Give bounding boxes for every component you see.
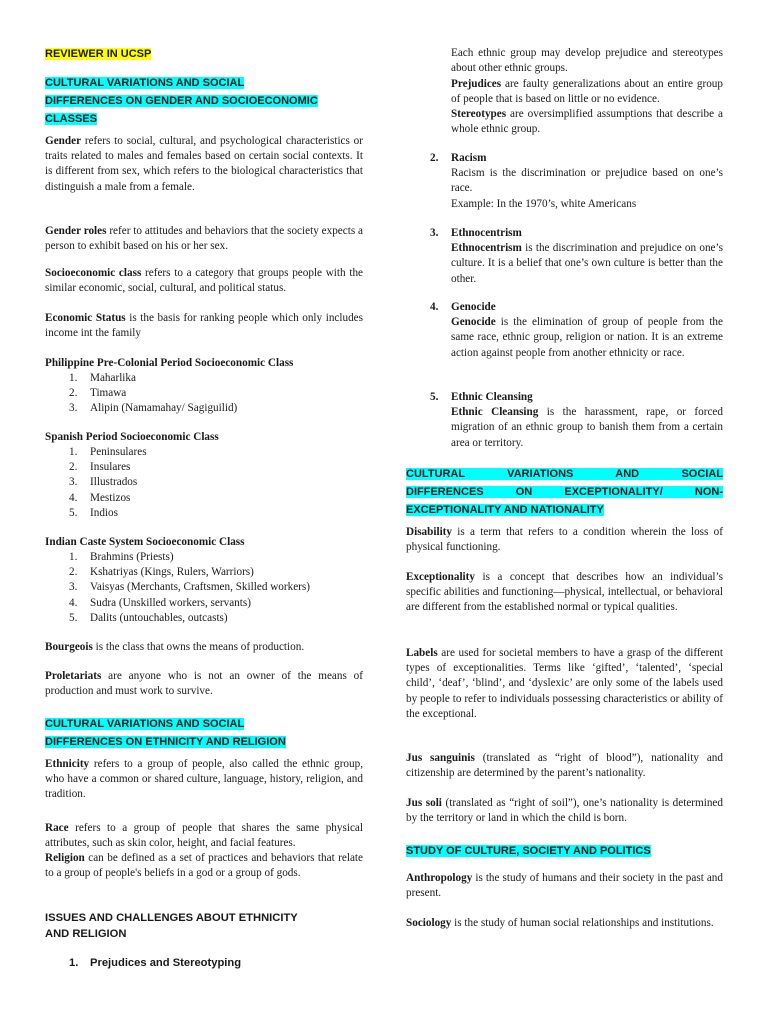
section-heading-ethnicity: CULTURAL VARIATIONS AND SOCIAL DIFFERENCES ON ETHNICITY AND RELIGION: [45, 718, 286, 749]
paragraph-religion: Religion can be defined as a set of practices and behaviors that relate to a group of people's beliefs in a god or a group of gods.: [45, 852, 363, 880]
paragraph-gender: Gender refers to social, cultural, and psychological characteristics or traits related to males and females based on certain social contexts. It is different from sex, which refers to the biological characteristics that distinguish a male from a female.: [45, 135, 363, 193]
list-item: 2. Insulares: [69, 461, 131, 474]
heading-spanish-class: Spanish Period Socioeconomic Class: [45, 431, 219, 443]
paragraph-exceptionality: Exceptionality is a concept that describes how an individual’s specific abilities and functioning—physical, intellectual, or behavioral are different from the established normal or typical qualities.: [406, 571, 723, 614]
list-indian-caste: [45, 550, 363, 626]
paragraph-bourgeois: Bourgeois is the class that owns the means of production.: [45, 641, 305, 653]
document-title: REVIEWER IN UCSP: [45, 48, 152, 60]
paragraph-jus-sanguinis: Jus sanguinis (translated as “right of blood”), nationality and citizenship are determined by the parent’s nationality.: [406, 752, 723, 780]
list-item: 1. Brahmins (Priests): [69, 551, 174, 563]
heading-issues-challenges: ISSUES AND CHALLENGES ABOUT ETHNICITY AND RELIGION: [45, 912, 298, 940]
paragraph-prejudice-intro: Each ethnic group may develop prejudice and stereotypes about other ethnic groups.: [451, 47, 723, 75]
list-item: 3. Vaisyas (Merchants, Craftsmen, Skilled workers): [69, 581, 310, 594]
list-item: 3. Alipin (Namamahay/ Sagiguilid): [69, 402, 238, 415]
paragraph-anthropology: Anthropology is the study of humans and their society in the past and present.: [406, 872, 723, 900]
section-heading-exceptionality: CULTURAL VARIATIONS AND SOCIAL DIFFERENCES ON EXCEPTIONALITY/ NON- EXCEPTIONALITY AND NATIONALITY: [406, 468, 723, 517]
heading-philippine-class: Philippine Pre-Colonial Period Socioeconomic Class: [45, 357, 294, 369]
paragraph-prejudices: Prejudices are faulty generalizations about an entire group of people that is based on little or no evidence.: [451, 78, 723, 106]
paragraph-economic-status: Economic Status is the basis for ranking people which only includes income int the family: [45, 312, 364, 340]
section-heading-study: STUDY OF CULTURE, SOCIETY AND POLITICS: [406, 845, 651, 857]
list-item-ethnocentrism: 3. Ethnocentrism Ethnocentrism is the discrimination and prejudice on one’s culture. It is a belief that one’s own culture is better than the other.: [430, 227, 723, 285]
paragraph-ethnicity: Ethnicity refers to a group of people, also called the ethnic group, who have a common or shared culture, language, history, religion, and tradition.: [45, 758, 363, 801]
heading-indian-caste: Indian Caste System Socioeconomic Class: [45, 536, 245, 548]
paragraph-labels: Labels are used for societal members to have a grasp of the different types of exceptionalities. Terms like ‘gifted’, ‘talented’, ‘special child’, ‘deaf’, ‘blind’, and ‘dyslexic’ are only some of the labels used by people to refer to individuals possessing characteristics or ability of the exceptional.: [406, 647, 723, 720]
list-item-ethnic-cleansing: 5. Ethnic Cleansing Ethnic Cleansing is the harassment, rape, or forced migration of an ethnic group to banish them from a certain area or territory.: [430, 391, 723, 449]
list-item: 5. Indios: [69, 506, 118, 519]
list-item-racism: 2. Racism Racism is the discrimination or prejudice based on one’s race. Example: In the 1970’s, white Americans: [430, 152, 723, 210]
list-item: 1. Peninsulares: [69, 446, 147, 458]
list-philippine-class: [45, 371, 363, 417]
list-item: 4. Mestizos: [69, 491, 131, 504]
paragraph-jus-soli: Jus soli (translated as “right of soil”), one’s nationality is determined by the territory or land in which the child is born.: [406, 797, 723, 825]
paragraph-sociology: Sociology is the study of human social relationships and institutions.: [406, 917, 714, 929]
paragraph-stereotypes: Stereotypes are oversimplified assumptions that describe a whole ethnic group.: [451, 108, 723, 136]
paragraph-race: Race refers to a group of people that shares the same physical attributes, such as skin color, height, and facial features.: [45, 822, 363, 850]
list-item: 5. Dalits (untouchables, outcasts): [69, 611, 228, 624]
list-item-genocide: 4. Genocide Genocide is the elimination of group of people from the same race, ethnic group, religion or nation. It is an extreme action against people from another ethnicity or race.: [430, 301, 723, 359]
list-item: 2. Timawa: [69, 387, 127, 400]
paragraph-socioeconomic-class: Socioeconomic class refers to a category that groups people with the similar economic, social, cultural, and political status.: [45, 267, 364, 295]
list-item: 1. Maharlika: [69, 372, 136, 384]
section-heading-gender: CULTURAL VARIATIONS AND SOCIAL DIFFERENCES ON GENDER AND SOCIOECONOMIC CLASSES: [45, 77, 318, 126]
paragraph-proletariats: Proletariats are anyone who is not an owner of the means of production and must work to survive.: [45, 670, 363, 698]
list-spanish-class: [45, 445, 363, 521]
list-item: 2. Kshatriyas (Kings, Rulers, Warriors): [69, 566, 254, 579]
list-item: 4. Sudra (Unskilled workers, servants): [69, 596, 251, 609]
paragraph-gender-roles: Gender roles refer to attitudes and behaviors that the society expects a person to exhibit based on his or her sex.: [45, 225, 363, 253]
paragraph-disability: Disability is a term that refers to a condition wherein the loss of physical functioning.: [406, 526, 723, 554]
list-item: 3. Illustrados: [69, 476, 138, 489]
